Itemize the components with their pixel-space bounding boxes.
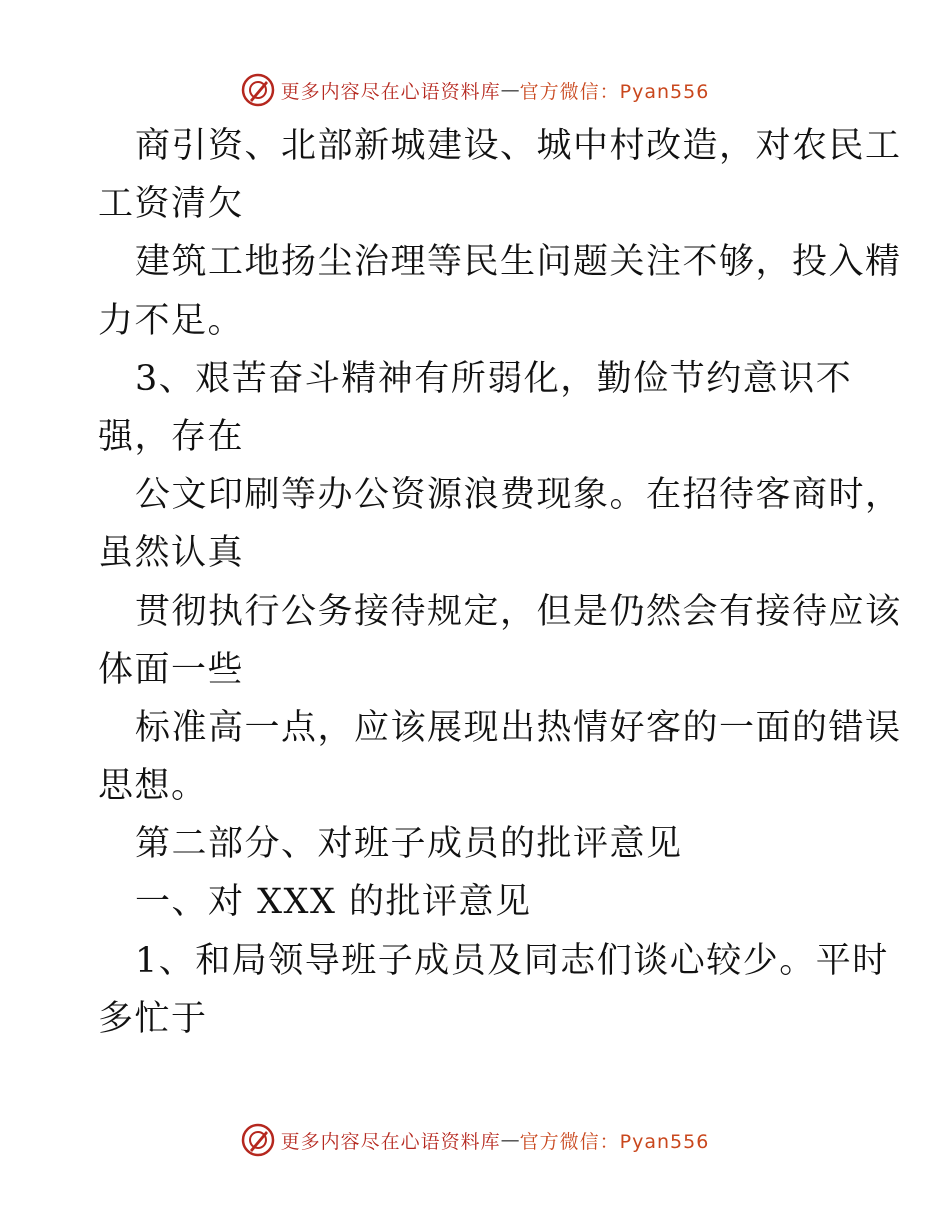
header-dash: — [500,79,520,101]
header-text: 更多内容尽在心语资料库 [280,80,501,103]
header-wechat: 官方微信：Pyan556 [519,80,710,103]
body-line: 力不足。 [98,300,245,341]
body-line: 标准高一点，应该展现出热情好客的一面的错误 [135,707,902,748]
body-line: 3、艰苦奋斗精神有所弱化，勤俭节约意识不 [135,358,853,399]
body-line: 强，存在 [98,416,245,457]
body-line: 建筑工地扬尘治理等民生问题关注不够，投入精 [135,242,902,283]
body-line: 工资清欠 [98,184,245,225]
logo-icon [241,73,275,107]
document-body [98,117,902,1048]
body-line: 思想。 [98,766,208,807]
logo-icon [241,1123,275,1157]
footer-banner [0,1120,950,1160]
body-line: 商引资、北部新城建设、城中村改造，对农民工 [135,126,902,166]
body-line: 多忙于 [98,998,208,1039]
footer-wechat: 官方微信：Pyan556 [519,1130,710,1153]
body-line: 虽然认真 [98,533,245,574]
body-line: 公文印刷等办公资源浪费现象。在招待客商时， [135,475,902,516]
footer-dash: — [500,1129,520,1151]
header-banner [0,70,950,110]
section-heading: 第二部分、对班子成员的批评意见 [135,824,683,865]
subsection-heading: 一、对 XXX 的批评意见 [135,882,532,923]
body-line: 1、和局领导班子成员及同志们谈心较少。平时 [135,940,889,981]
body-line: 体面一些 [98,649,245,690]
footer-text: 更多内容尽在心语资料库 [280,1130,501,1153]
body-line: 贯彻执行公务接待规定，但是仍然会有接待应该 [135,591,902,632]
